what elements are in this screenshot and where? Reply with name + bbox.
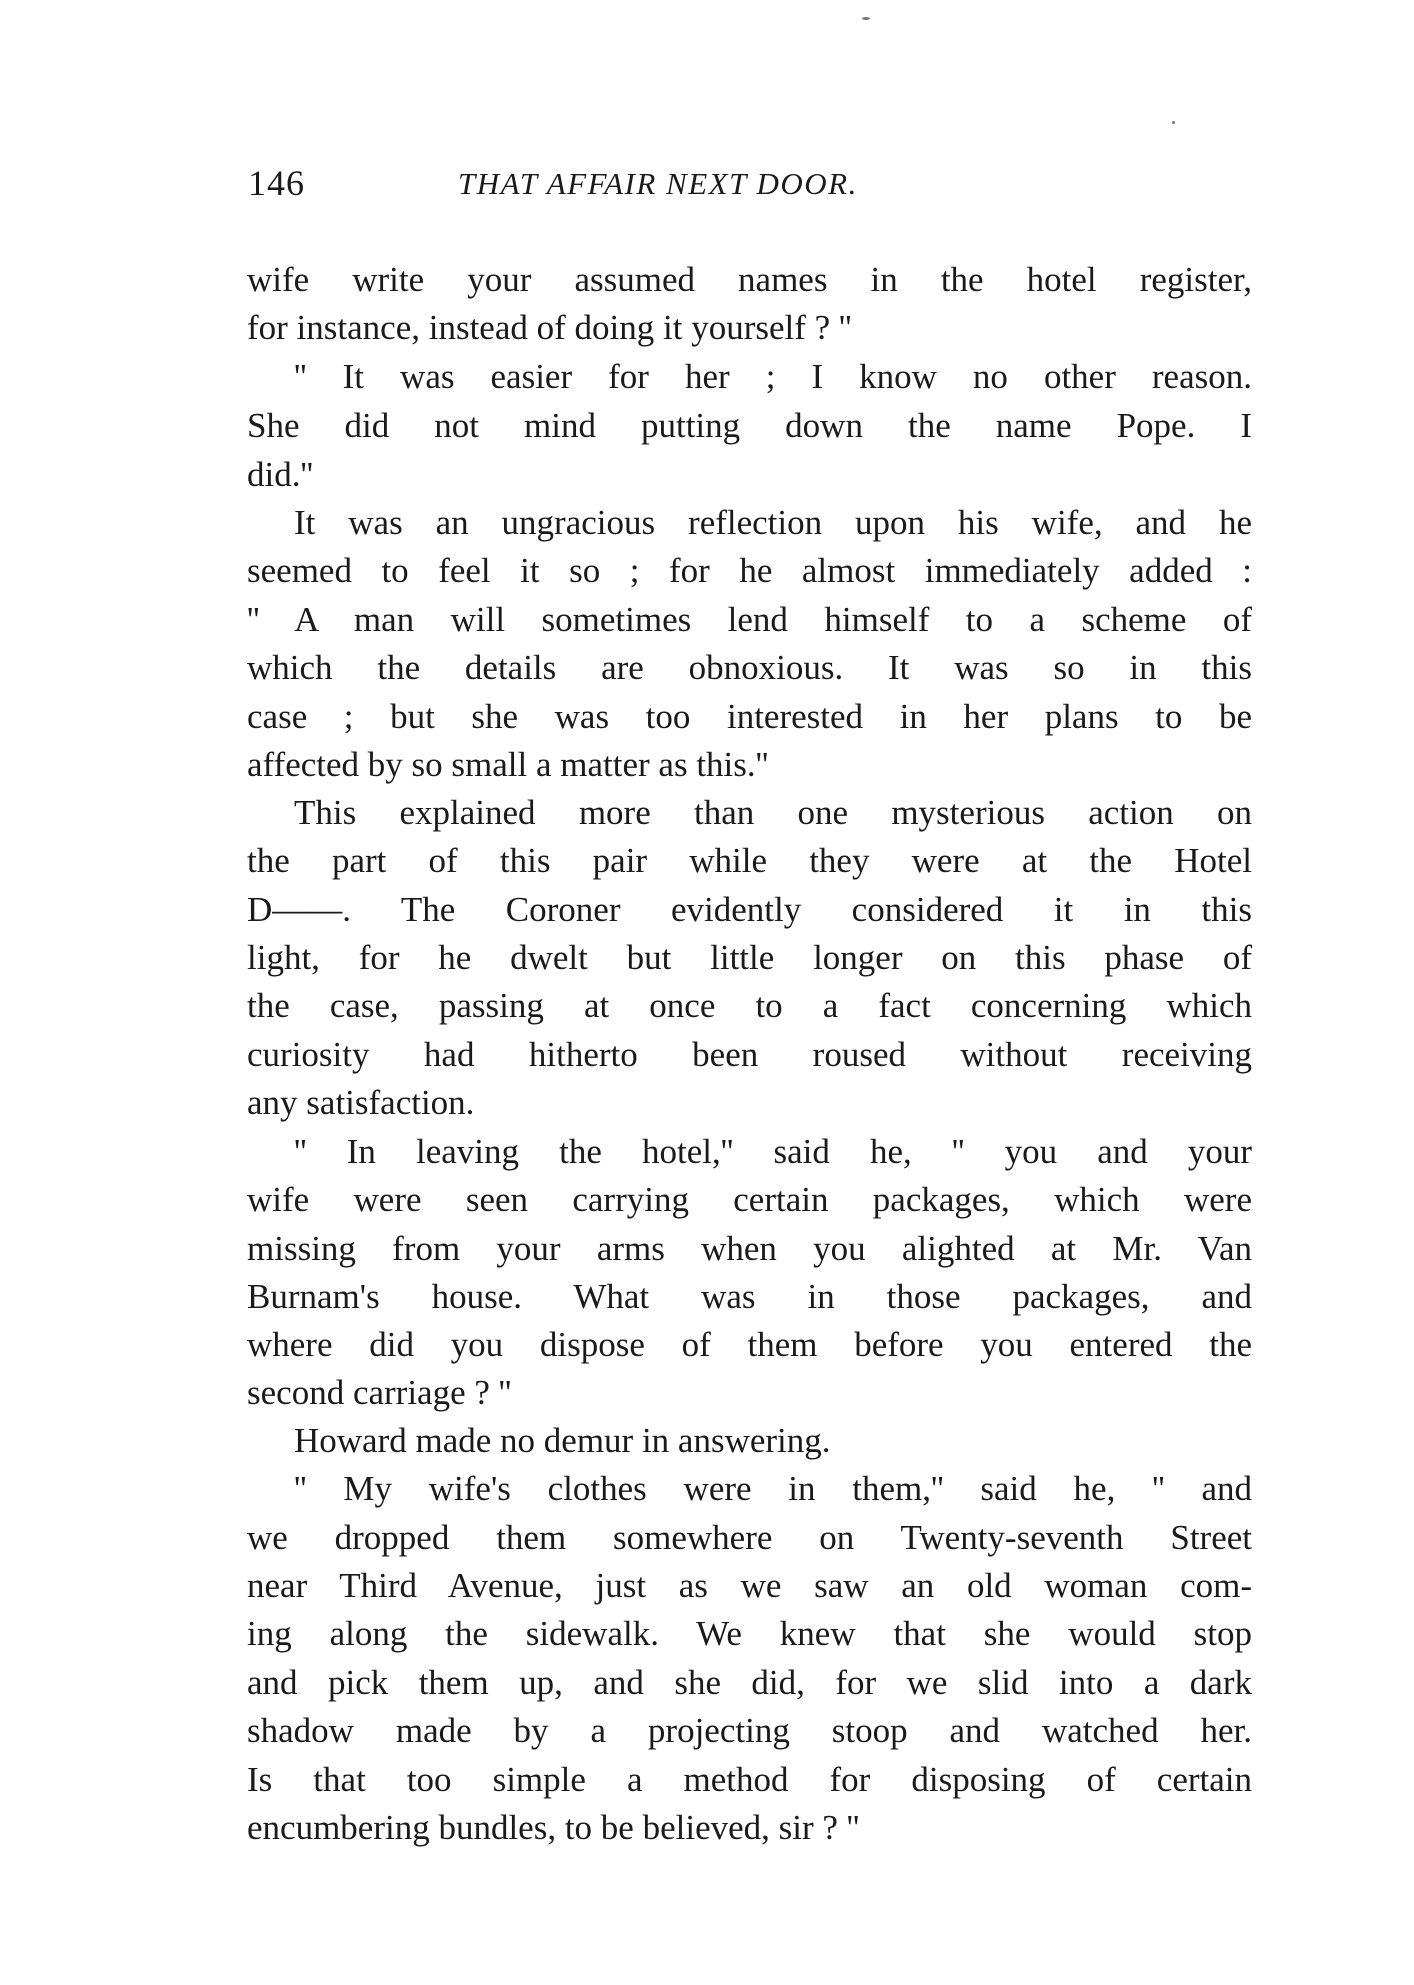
text-line: wife were seen carrying certain packages, which were — [247, 1180, 1252, 1219]
text-line: encumbering bundles, to be believed, sir ? '' — [247, 1808, 860, 1847]
text-line: the part of this pair while they were at the Hotel — [247, 841, 1252, 880]
text-line: we dropped them somewhere on Twenty-seventh Street — [247, 1518, 1252, 1557]
running-title: THAT AFFAIR NEXT DOOR. — [458, 166, 858, 201]
page-header — [248, 162, 1078, 212]
text-line: did.'' — [247, 455, 314, 494]
text-line: Burnam's house. What was in those packages, and — [247, 1277, 1252, 1316]
text-line: light, for he dwelt but little longer on this phase of — [247, 938, 1252, 977]
text-line: and pick them up, and she did, for we slid into a dark — [247, 1663, 1252, 1702]
text-line: This explained more than one mysterious action on — [294, 793, 1252, 832]
page-number: 146 — [248, 163, 305, 203]
text-line: It was an ungracious reflection upon his wife, and he — [294, 503, 1252, 542]
text-line: any satisfaction. — [247, 1083, 475, 1122]
text-line: which the details are obnoxious. It was so in this — [247, 648, 1252, 687]
text-line: She did not mind putting down the name Pope. I — [247, 406, 1252, 445]
text-line: Howard made no demur in answering. — [294, 1421, 831, 1460]
text-line: where did you dispose of them before you entered the — [247, 1325, 1252, 1364]
text-line: D——. The Coroner evidently considered it in this — [247, 890, 1252, 929]
text-line: '' It was easier for her ; I know no other reason. — [294, 357, 1252, 396]
text-line: '' My wife's clothes were in them,'' said he, '' and — [294, 1469, 1252, 1508]
text-line: near Third Avenue, just as we saw an old woman com- — [247, 1566, 1252, 1605]
text-line: Is that too simple a method for disposing of certain — [247, 1760, 1252, 1799]
text-line: seemed to feel it so ; for he almost immediately added : — [247, 551, 1252, 590]
text-line: '' In leaving the hotel,'' said he, '' you and your — [294, 1132, 1252, 1171]
text-line: shadow made by a projecting stoop and watched her. — [247, 1711, 1252, 1750]
text-line: wife write your assumed names in the hotel register, — [247, 260, 1252, 299]
text-line: curiosity had hitherto been roused without receiving — [247, 1035, 1252, 1074]
text-line: second carriage ? '' — [247, 1373, 512, 1412]
paper-speck — [862, 17, 870, 20]
text-line: ing along the sidewalk. We knew that she would stop — [247, 1614, 1252, 1653]
text-line: missing from your arms when you alighted at Mr. Van — [247, 1229, 1252, 1268]
text-line: the case, passing at once to a fact concerning which — [247, 986, 1252, 1025]
text-line: '' A man will sometimes lend himself to a scheme of — [247, 600, 1252, 639]
paper-speck — [1172, 121, 1175, 124]
text-line: affected by so small a matter as this.'' — [247, 745, 769, 784]
text-line: for instance, instead of doing it yourself ? '' — [247, 308, 852, 347]
text-line: case ; but she was too interested in her plans to be — [247, 697, 1252, 736]
